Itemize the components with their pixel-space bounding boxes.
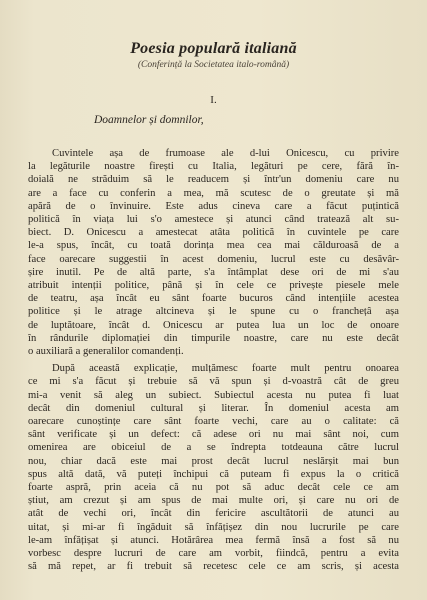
text-line: politică în viața lui s'o amestece și atunci când tratează alt su- [28, 214, 399, 226]
body-text [28, 147, 399, 574]
text-line: în rândurile diplomației din timpurile noastre, care nu este decât [28, 332, 399, 344]
text-line: spus altă dată, vă puteți închipui că puteam fi expus la o critică [28, 468, 399, 480]
text-line: omenirea are obiceiul de a se îndrepta totdeauna către lucrul [28, 442, 399, 454]
text-line: atribuit intenții politice, până și în cele ce privește piesele mele [28, 280, 399, 292]
text-line: de teatru, așa încât eu sânt foarte bucuros când intențiile acestea [28, 293, 399, 305]
text-line: nou, chiar dacă este mai prost decât lucrul neslărșit mai bun [28, 455, 399, 467]
text-line: de luptătoare, încât d. Onicescu ar putea lua un loc de onoare [28, 319, 399, 331]
text-line: le-a spus, încât, cu toată dorința mea cea mai călduroasă de a [28, 240, 399, 252]
text-line: face oarecare suggestii în acest domeniu, lucrul este cu desăvâr- [28, 253, 399, 265]
text-line: o auxiliară a generalilor comandenți. [28, 346, 184, 358]
paragraph-2 [28, 362, 399, 573]
document-subtitle: (Conferință la Societatea italo-română) [137, 60, 290, 70]
text-line: are a face cu conferin a mea, mă scutesc de o greutate și mă [28, 187, 399, 199]
text-line: să mă repet, ar fi trebuit să recetesc cele ce am scris, și acesta [28, 561, 399, 573]
text-line: Cuvintele așa de frumoase ale d-lui Onicescu, cu privire [52, 148, 399, 159]
text-line: știut, am crezut și am spus de mai multe ori, și care nu ori de [28, 495, 399, 507]
text-line: le-am înfățișat și atunci. Hotărârea mea fermă însă a fost să nu [28, 534, 399, 546]
document-title: Poesia populară italiană [130, 40, 297, 57]
section-number: I. [210, 94, 217, 106]
text-line: ce mi s'a făcut și trebuie să vă spun și d-voastră cât de greu [28, 376, 399, 388]
text-line: doială ne străduim să le readucem și într'un domeniu care nu [28, 174, 399, 186]
salutation: Doamnelor și domnilor, [94, 114, 204, 126]
text-line: După această explicație, mulțămesc foarte mult pentru onoarea [52, 363, 399, 375]
text-line: foarte aspră, prin aceia că nu pot să aduc decât cele ce am [28, 482, 399, 494]
text-line: vorbesc despre lucruri de care am vorbit, fiindcă, pentru a evita [28, 548, 399, 560]
text-line: la legăturile noastre firești cu Italia, legături pe cere, fără în- [28, 161, 399, 173]
text-line: decât din domeniul cultural și literar. În domeniul acesta am [28, 402, 399, 414]
text-line: apără de o învinuire. Este adus cineva care a făcut puțintică [28, 200, 399, 212]
text-line: sânt verificate și un defect: că adese ori nu mai sânt noi, cum [28, 429, 399, 441]
text-line: șire inutil. Pe de altă parte, s'a întâmplat dese ori de mi s'au [28, 266, 399, 278]
paragraph-1 [28, 147, 399, 358]
text-line: uitat, și mi-ar fi îngăduit să înfățișez din nou lucrurile pe care [28, 521, 399, 533]
text-line: politice și le atrage altcineva și le spune cu o franchețâ așa [28, 306, 399, 318]
text-line: oarecare cunoștințe care sânt foarte vechi, care au o calitate: că [28, 416, 399, 428]
text-line: atât de vechi ori, încât din fericire ascultătorii de atunci au [28, 508, 399, 520]
text-line: biect. D. Onicescu a amestecat atâta politică în cuvintele pe care [28, 227, 399, 239]
text-line: mi-a venit să aleg un subiect. Subiectul acesta nu putea fi luat [28, 389, 399, 401]
